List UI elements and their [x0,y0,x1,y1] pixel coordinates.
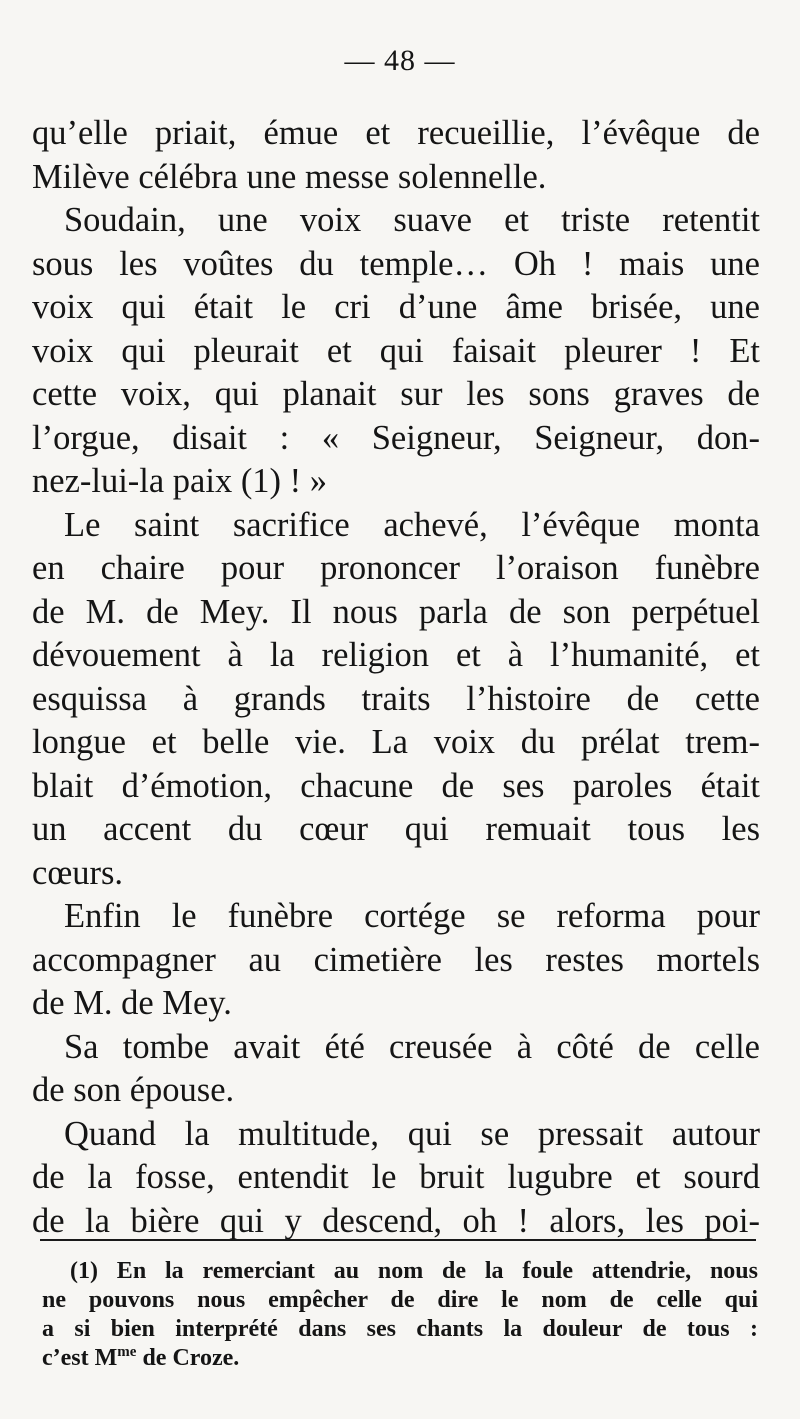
text-line: de son épouse. [32,1071,235,1109]
text-line: Soudain, une voix suave et triste retentit [64,201,760,239]
page-number: — 48 — [344,44,456,77]
text-line: de M. de Mey. [32,984,232,1022]
text-line: blait d’émotion, chacune de ses paroles était [32,766,760,805]
text-line: de la bière qui y descend, oh ! alors, les poi- [32,1201,760,1240]
text-line: Sa tombe avait été creusée à côté de celle [64,1027,760,1066]
text-line: esquissa à grands traits l’histoire de cette [32,679,760,718]
text-line: accompagner au cimetière les restes mortels [32,940,760,979]
text-line: un accent du cœur qui remuait tous les [32,810,760,848]
text-line: de la fosse, entendit le bruit lugubre et sourd [32,1158,760,1196]
text-line: l’orgue, disait : « Seigneur, Seigneur, don- [32,418,760,457]
text-line: nez-lui-la paix (1) ! » [32,462,328,500]
text-line: Le saint sacrifice achevé, l’évêque monta [64,505,760,544]
footnote-line: a si bien interprété dans ses chants la douleur de tous : [42,1316,758,1342]
text-line: cœurs. [32,853,124,892]
footnote-text: de Croze. [136,1345,240,1371]
text-line: longue et belle vie. La voix du prélat trem- [32,723,760,761]
footnote-line [42,1344,758,1373]
footnote [42,1257,758,1373]
text-line: cette voix, qui planait sur les sons graves de [32,375,760,413]
text-line: dévouement à la religion et à l’humanité, et [32,636,760,674]
footnote-text: c’est M [42,1345,118,1371]
text-line: voix qui était le cri d’une âme brisée, une [32,288,760,326]
text-line: voix qui pleurait et qui faisait pleurer ! Et [32,331,760,370]
text-line: en chaire pour prononcer l’oraison funèbre [32,549,760,587]
text-line: sous les voûtes du temple… Oh ! mais une [32,244,760,283]
body-text [32,112,760,1243]
text-line: de M. de Mey. Il nous parla de son perpétuel [32,592,760,631]
text-line: qu’elle priait, émue et recueillie, l’évêque de [32,114,760,152]
text-line: Milève célébra une messe solennelle. [32,157,547,196]
footnote-separator [40,1239,756,1241]
text-line: Enfin le funèbre cortége se reforma pour [64,897,760,935]
footnote-superscript: me [117,1344,137,1360]
text-line: Quand la multitude, qui se pressait autour [64,1114,760,1153]
footnote-line: ne pouvons nous empêcher de dire le nom de celle qui [42,1287,758,1313]
footnote-line: (1) En la remerciant au nom de la foule attendrie, nous [70,1258,758,1284]
